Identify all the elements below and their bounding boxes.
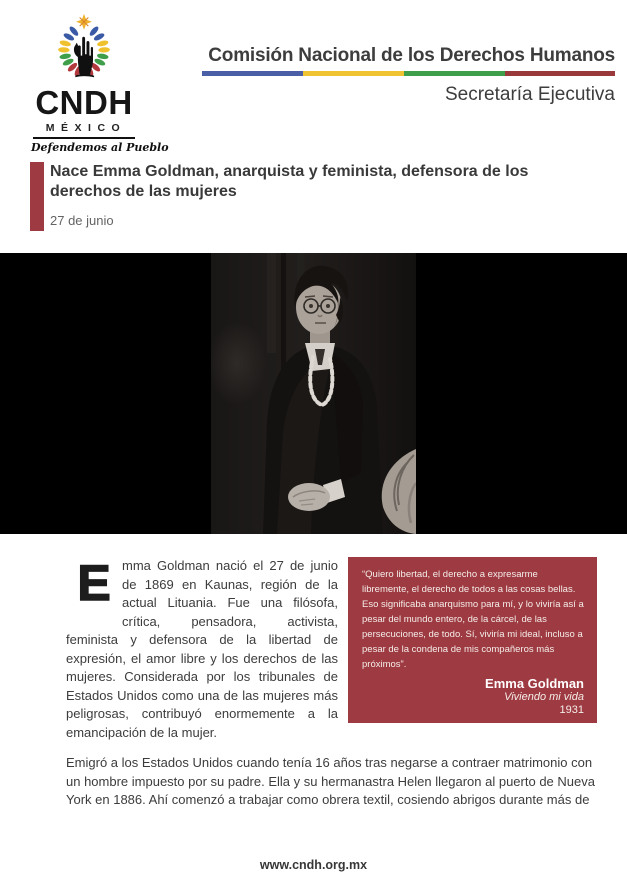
logo-motto: Defendemos al Pueblo xyxy=(31,140,169,154)
color-bar-segment-blue xyxy=(202,71,303,76)
photo-band xyxy=(0,253,627,534)
emma-goldman-photo xyxy=(211,253,416,534)
header xyxy=(175,45,615,106)
cndh-logo xyxy=(31,6,169,154)
paragraph-1-text: mma Goldman nació el 27 de junio de 1869 en Kaunas, región de la actual Lituania. Fue una filósofa, crítica, pensadora, activista, feminista y defensora de la libertad de expresión, el amor libre y los derechos de las mujeres. Considerada por los tribunales de Estados Unidos como una de las mujeres más peligrosas, contribuyó enormemente a la emancipación de la mujer. xyxy=(66,558,338,740)
footer-url[interactable]: www.cndh.org.mx xyxy=(259,858,368,872)
red-accent-bar xyxy=(30,162,44,231)
header-color-bar xyxy=(202,71,615,76)
dropcap: E xyxy=(77,555,111,611)
logo-country: MÉXICO xyxy=(45,122,127,134)
logo-divider xyxy=(33,137,135,139)
quote-box xyxy=(348,557,597,723)
quote-text: “Quiero libertad, el derecho a expresarme libremente, el derecho de todos a las cosas bellas. Eso significaba anarquismo para mí, y lo viviría así a pesar del mundo entero, de la cárcel, de las persecuciones, de todo. Sí, viviría mi ideal, incluso a pesar de la condena de mis compañeros más próximos”. xyxy=(362,569,584,670)
quote-source: Viviendo mi vida xyxy=(504,691,584,703)
footer xyxy=(0,856,627,874)
quote-attribution xyxy=(362,676,584,717)
quote-year: 1931 xyxy=(559,704,584,716)
logo-star-icon xyxy=(76,14,92,30)
article-date: 27 de junio xyxy=(50,213,114,228)
color-bar-segment-red xyxy=(505,71,615,76)
article-title: Nace Emma Goldman, anarquista y feminista, defensora de los derechos de las mujeres xyxy=(50,163,529,200)
article-body xyxy=(66,557,597,810)
logo-acronym: CNDH xyxy=(35,84,133,121)
org-title: Comisión Nacional de los Derechos Humanos xyxy=(208,45,615,66)
cndh-emblem-icon xyxy=(48,6,120,88)
article-paragraph-2: Emigró a los Estados Unidos cuando tenía 16 años tras negarse a contraer matrimonio con un hombre impuesto por su padre. Ella y su hermanastra Helen llegaron al puerto de Nueva York en 1886. Ahí comenzó a trabajar como obrera textil, cosiendo abrigos durante más de xyxy=(66,755,595,807)
color-bar-segment-green xyxy=(404,71,505,76)
article-header xyxy=(30,162,612,231)
color-bar-segment-yellow xyxy=(303,71,404,76)
secretaria-subtitle: Secretaría Ejecutiva xyxy=(444,84,615,105)
quote-author: Emma Goldman xyxy=(485,676,584,691)
